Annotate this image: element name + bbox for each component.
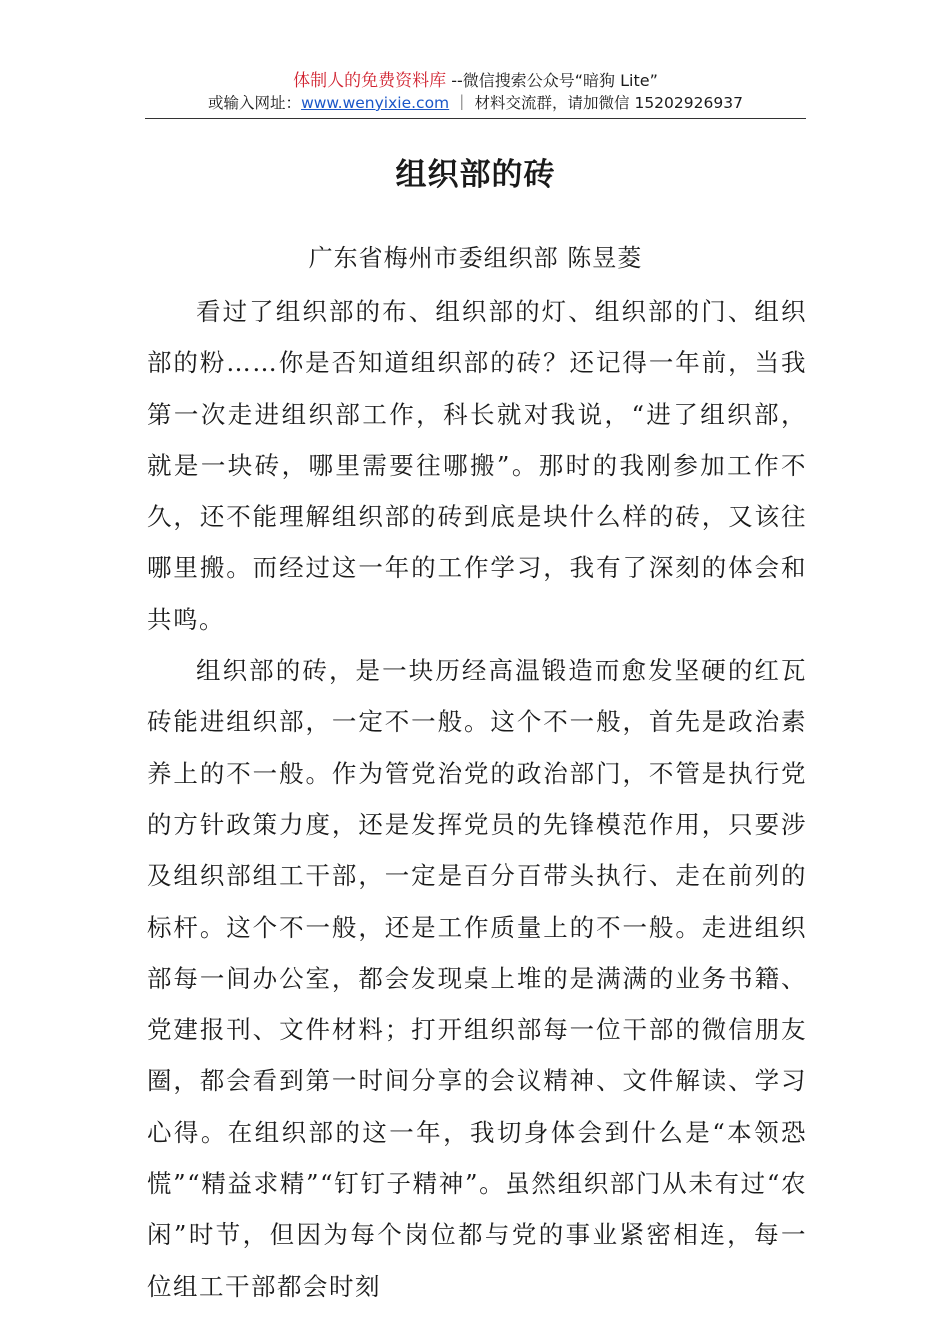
- header-contact-info: ｜ 材料交流群，请加微信 15202926937: [449, 94, 743, 112]
- body-paragraph: 看过了组织部的布、组织部的灯、组织部的门、组织部的粉……你是否知道组织部的砖？还记得一年前，当我第一次走进组织部工作，科长就对我说，“进了组织部，就是一块砖，哪里需要往哪搬”。那时的我刚参加工作不久，还不能理解组织部的砖到底是块什么样的砖，又该往哪里搬。而经过这一年的工作学习，我有了深刻的体会和共鸣。: [147, 297, 807, 634]
- header-promo-line: [145, 70, 806, 92]
- header-wechat-note: --微信搜索公众号“暗狗 Lite”: [446, 71, 658, 90]
- body-paragraph: 组织部的砖，是一块历经高温锻造而愈发坚硬的红瓦砖能进组织部，一定不一般。这个不一般，首先是政治素养上的不一般。作为管党治党的政治部门，不管是执行党的方针政策力度，还是发挥党员的先锋模范作用，只要涉及组织部组工干部，一定是百分百带头执行、走在前列的标杆。这个不一般，还是工作质量上的不一般。走进组织部每一间办公室，都会发现桌上堆的是满满的业务书籍、党建报刊、文件材料；打开组织部每一位干部的微信朋友圈，都会看到第一时间分享的会议精神、文件解读、学习心得。在组织部的这一年，我切身体会到什么是“本领恐慌”“精益求精”“钉钉子精神”。虽然组织部门从未有过“农闲”时节，但因为每个岗位都与党的事业紧密相连，每一位组工干部都会时刻: [147, 656, 807, 1301]
- header-contact-line: [145, 92, 806, 114]
- header-url-prefix: 或输入网址：: [208, 94, 302, 112]
- page-header: [145, 70, 806, 114]
- header-website-link[interactable]: www.wenyixie.com: [301, 94, 450, 112]
- document-body: [147, 286, 807, 1312]
- document-title: 组织部的砖: [395, 157, 556, 193]
- header-brand: 体制人的免费资料库: [293, 71, 447, 91]
- header-divider: [145, 118, 806, 119]
- document-author: 广东省梅州市委组织部 陈昱菱: [308, 244, 643, 272]
